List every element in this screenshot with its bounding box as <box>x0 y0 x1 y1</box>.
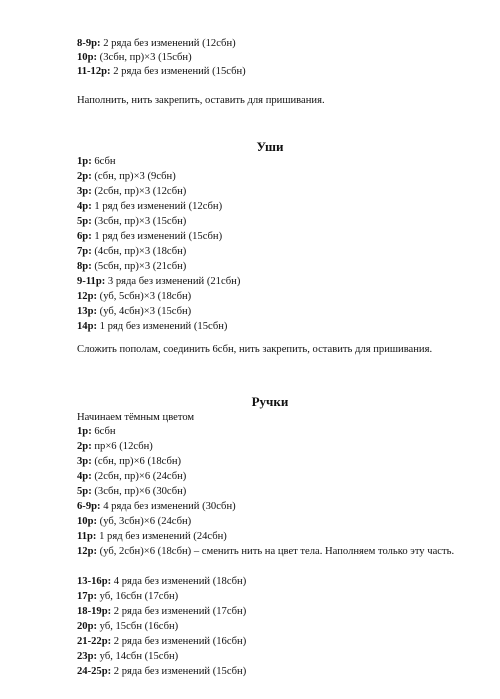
row-label: 21-22р: <box>77 636 112 647</box>
pattern-row <box>77 590 178 604</box>
pattern-row <box>77 470 186 484</box>
row-text: (уб, 4сбн)×3 (15сбн) <box>97 306 192 317</box>
pattern-row <box>77 605 246 619</box>
row-text: уб, 14сбн (15сбн) <box>97 651 179 662</box>
row-text: (3сбн, пр)×3 (15сбн) <box>97 52 192 63</box>
row-label: 10р: <box>77 52 98 63</box>
row-text: (3сбн, пр)×3 (15сбн) <box>91 216 187 227</box>
row-text: 4 ряда без изменений (30сбн) <box>100 501 236 512</box>
row-text: уб, 15сбн (16сбн) <box>97 621 179 632</box>
row-text: (уб, 5сбн)×3 (18сбн) <box>97 291 192 302</box>
stuff-note: Наполнить, нить закрепить, оставить для пришивания. <box>77 95 325 106</box>
pattern-row <box>77 575 246 589</box>
row-text: (5сбн, пр)×3 (21сбн) <box>91 261 187 272</box>
ears-heading: Уши <box>256 139 284 154</box>
pattern-row <box>77 440 153 454</box>
row-text: (4сбн, пр)×3 (18сбн) <box>91 246 187 257</box>
pattern-row <box>77 620 178 634</box>
row-label: 8р: <box>77 261 92 272</box>
row-text: уб, 16сбн (17сбн) <box>97 591 179 602</box>
ears-note: Сложить пополам, соединить 6сбн, нить закрепить, оставить для пришивания. <box>77 344 433 355</box>
row-text: 1 ряд без изменений (24сбн) <box>96 531 227 542</box>
row-label: 18-19р: <box>77 606 112 617</box>
row-label: 1р: <box>77 156 92 167</box>
pattern-row <box>77 665 246 679</box>
row-label: 24-25р: <box>77 666 112 677</box>
pattern-row <box>77 51 192 65</box>
pattern-row <box>77 275 240 289</box>
row-label: 3р: <box>77 456 92 467</box>
row-label: 5р: <box>77 216 92 227</box>
row-label: 20р: <box>77 621 98 632</box>
row-text: 2 ряда без изменений (16сбн) <box>111 636 247 647</box>
pattern-row <box>77 65 246 79</box>
row-label: 3р: <box>77 186 92 197</box>
pattern-row <box>77 185 186 199</box>
row-label: 9-11р: <box>77 276 106 287</box>
row-label: 23р: <box>77 651 98 662</box>
pattern-row <box>77 635 246 649</box>
pattern-row <box>77 320 227 334</box>
row-text: (сбн, пр)×6 (18сбн) <box>91 456 182 467</box>
row-label: 12р: <box>77 291 98 302</box>
row-label: 6-9р: <box>77 501 101 512</box>
pattern-row-12 <box>60 545 462 559</box>
arms-intro: Начинаем тёмным цветом <box>77 412 195 423</box>
row-label: 17р: <box>77 591 98 602</box>
pattern-row <box>77 425 116 439</box>
pattern-row <box>77 37 236 51</box>
row-text: пр×6 (12сбн) <box>91 441 153 452</box>
row-text: (сбн, пр)×3 (9сбн) <box>91 171 176 182</box>
arms-heading: Ручки <box>251 394 289 409</box>
pattern-row <box>77 155 116 169</box>
row-text: 2 ряда без изменений (15сбн) <box>111 666 247 677</box>
row-label: 13р: <box>77 306 98 317</box>
row-label: 1р: <box>77 426 92 437</box>
pattern-row <box>77 170 176 184</box>
row-label: 2р: <box>77 171 92 182</box>
pattern-row <box>77 515 191 529</box>
pattern-row <box>77 245 186 259</box>
pattern-row <box>77 485 186 499</box>
row-label: 2р: <box>77 441 92 452</box>
pattern-row <box>77 200 222 214</box>
row-label: 8-9р: <box>77 38 101 49</box>
pattern-row <box>77 215 186 229</box>
pattern-row <box>77 260 186 274</box>
row-text: 1 ряд без изменений (15сбн) <box>91 231 223 242</box>
row-label: 12р: <box>77 546 98 557</box>
row-text: 1 ряд без изменений (15сбн) <box>97 321 228 332</box>
row-text: 1 ряд без изменений (12сбн) <box>91 201 223 212</box>
row-text: (уб, 3сбн)×6 (24сбн) <box>97 516 192 527</box>
row-text: 6сбн <box>91 426 116 437</box>
row-text: (уб, 2сбн)×6 (18сбн) – сменить нить на цвет тела. Наполняем только эту часть. <box>97 546 455 557</box>
pattern-row <box>77 530 227 544</box>
row-label: 6р: <box>77 231 92 242</box>
row-label: 11-12р: <box>77 66 111 77</box>
row-label: 7р: <box>77 246 92 257</box>
row-text: (3сбн, пр)×6 (30сбн) <box>91 486 187 497</box>
row-label: 11р: <box>77 531 97 542</box>
pattern-row <box>77 305 191 319</box>
pattern-row <box>77 455 181 469</box>
row-text: 3 ряда без изменений (21сбн) <box>105 276 241 287</box>
pattern-row <box>77 500 236 514</box>
row-text: 6сбн <box>91 156 116 167</box>
row-text: 2 ряда без изменений (12сбн) <box>100 38 236 49</box>
row-label: 14р: <box>77 321 98 332</box>
row-label: 13-16р: <box>77 576 112 587</box>
row-text: 2 ряда без изменений (17сбн) <box>111 606 247 617</box>
pattern-row <box>77 290 191 304</box>
row-text: (2сбн, пр)×6 (24сбн) <box>91 471 187 482</box>
pattern-row <box>77 230 222 244</box>
row-label: 5р: <box>77 486 92 497</box>
row-label: 4р: <box>77 201 92 212</box>
row-text: 2 ряда без изменений (15сбн) <box>110 66 246 77</box>
pattern-row <box>77 650 178 664</box>
row-label: 4р: <box>77 471 92 482</box>
row-label: 10р: <box>77 516 98 527</box>
row-text: 4 ряда без изменений (18сбн) <box>111 576 247 587</box>
row-text: (2сбн, пр)×3 (12сбн) <box>91 186 187 197</box>
